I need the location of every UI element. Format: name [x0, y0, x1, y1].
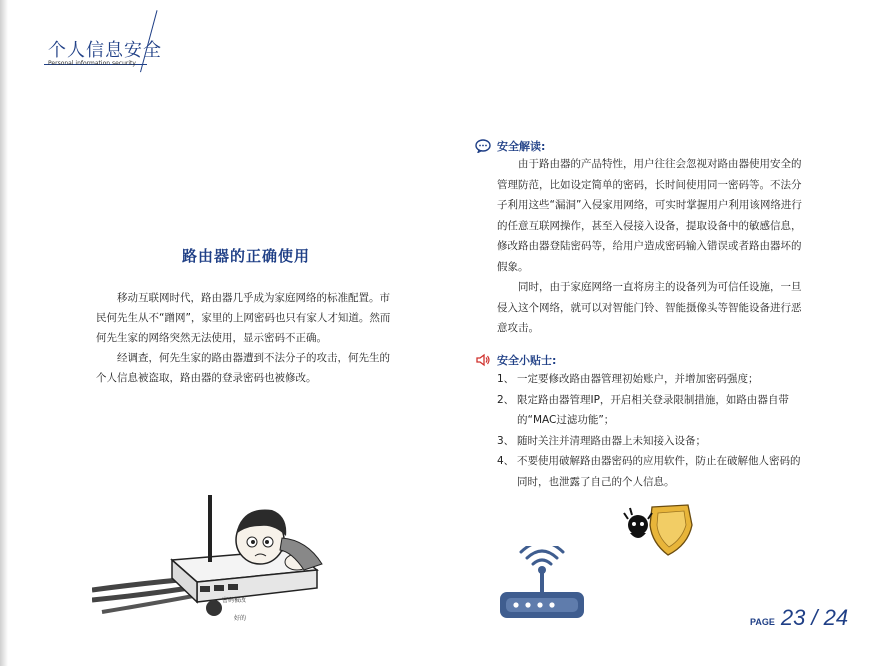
list-item [497, 390, 809, 431]
tip-text: 一定要修改路由器管理初始账户，并增加密码强度； [517, 373, 759, 385]
tip-text: 随时关注并清理路由器上未知接入设备； [517, 434, 706, 447]
tips-heading [475, 352, 556, 368]
reading-paragraph: 由于路由器的产品特性，用户往往会忽视对路由器使用安全的管理防范，比如设定简单的密码，长时间使用同一密码等。不法分子利用这些“漏洞”入侵家用网络，可实时掌握用户利用该网络进行的任意互联网操作，甚至入侵接入设备，提取设备中的敏感信息，修改路由器登陆密码等，给用户造成密码输入错误或者路由器坏的假象。 [497, 158, 802, 273]
tip-number: 1、 [497, 373, 515, 385]
reading-heading [475, 138, 545, 154]
router-worried-user-illustration [92, 490, 362, 640]
illustration-label: 好的 [234, 615, 247, 622]
article-paragraph: 移动互联网时代，路由器几乎成为家庭网络的标准配置。市民何先生从不“蹭网”，家里的上网密码也只有家人才知道。然而何先生家的网络突然无法使用，显示密码不正确。 [96, 292, 391, 344]
list-item [497, 431, 809, 452]
reading-heading-label: 安全解读: [497, 140, 546, 153]
shield-hacker-illustration [622, 503, 694, 557]
illustration-label: 密码被改 [222, 597, 247, 604]
speech-bubble-icon [475, 139, 491, 153]
tip-number: 4、 [497, 455, 515, 467]
page-label: PAGE [750, 617, 775, 627]
page-edge-shadow [0, 0, 8, 666]
list-item [497, 369, 809, 390]
reading-body [497, 154, 809, 339]
tips-list [497, 369, 809, 492]
article-paragraph: 经调查，何先生家的路由器遭到不法分子的攻击，何先生的个人信息被盗取，路由器的登录密码也被修改。 [96, 352, 390, 384]
header-title: 个人信息安全 [48, 40, 162, 61]
tip-number: 3、 [497, 434, 515, 447]
tip-text: 限定路由器管理IP，开启相关登录限制措施，如路由器自带的“MAC过滤功能”； [517, 393, 789, 426]
speaker-icon [475, 353, 491, 367]
tip-text: 不要使用破解路由器密码的应用软件，防止在破解他人密码的同时，也泄露了自己的个人信息。 [517, 455, 801, 488]
article-body [96, 288, 400, 388]
page-number [750, 605, 848, 631]
reading-paragraph: 同时，由于家庭网络一直将房主的设备列为可信任设施，一旦侵入这个网络，就可以对智能门铃、智能摄像头等智能设备进行恶意攻击。 [497, 281, 802, 334]
router-wifi-icon [496, 546, 588, 624]
page-numbers: 23 / 24 [780, 605, 849, 630]
tips-heading-label: 安全小贴士: [497, 354, 557, 367]
list-item [497, 451, 809, 492]
article-title: 路由器的正确使用 [181, 247, 310, 265]
tip-number: 2、 [497, 393, 515, 406]
header-subtitle: Personal information security [48, 60, 136, 67]
